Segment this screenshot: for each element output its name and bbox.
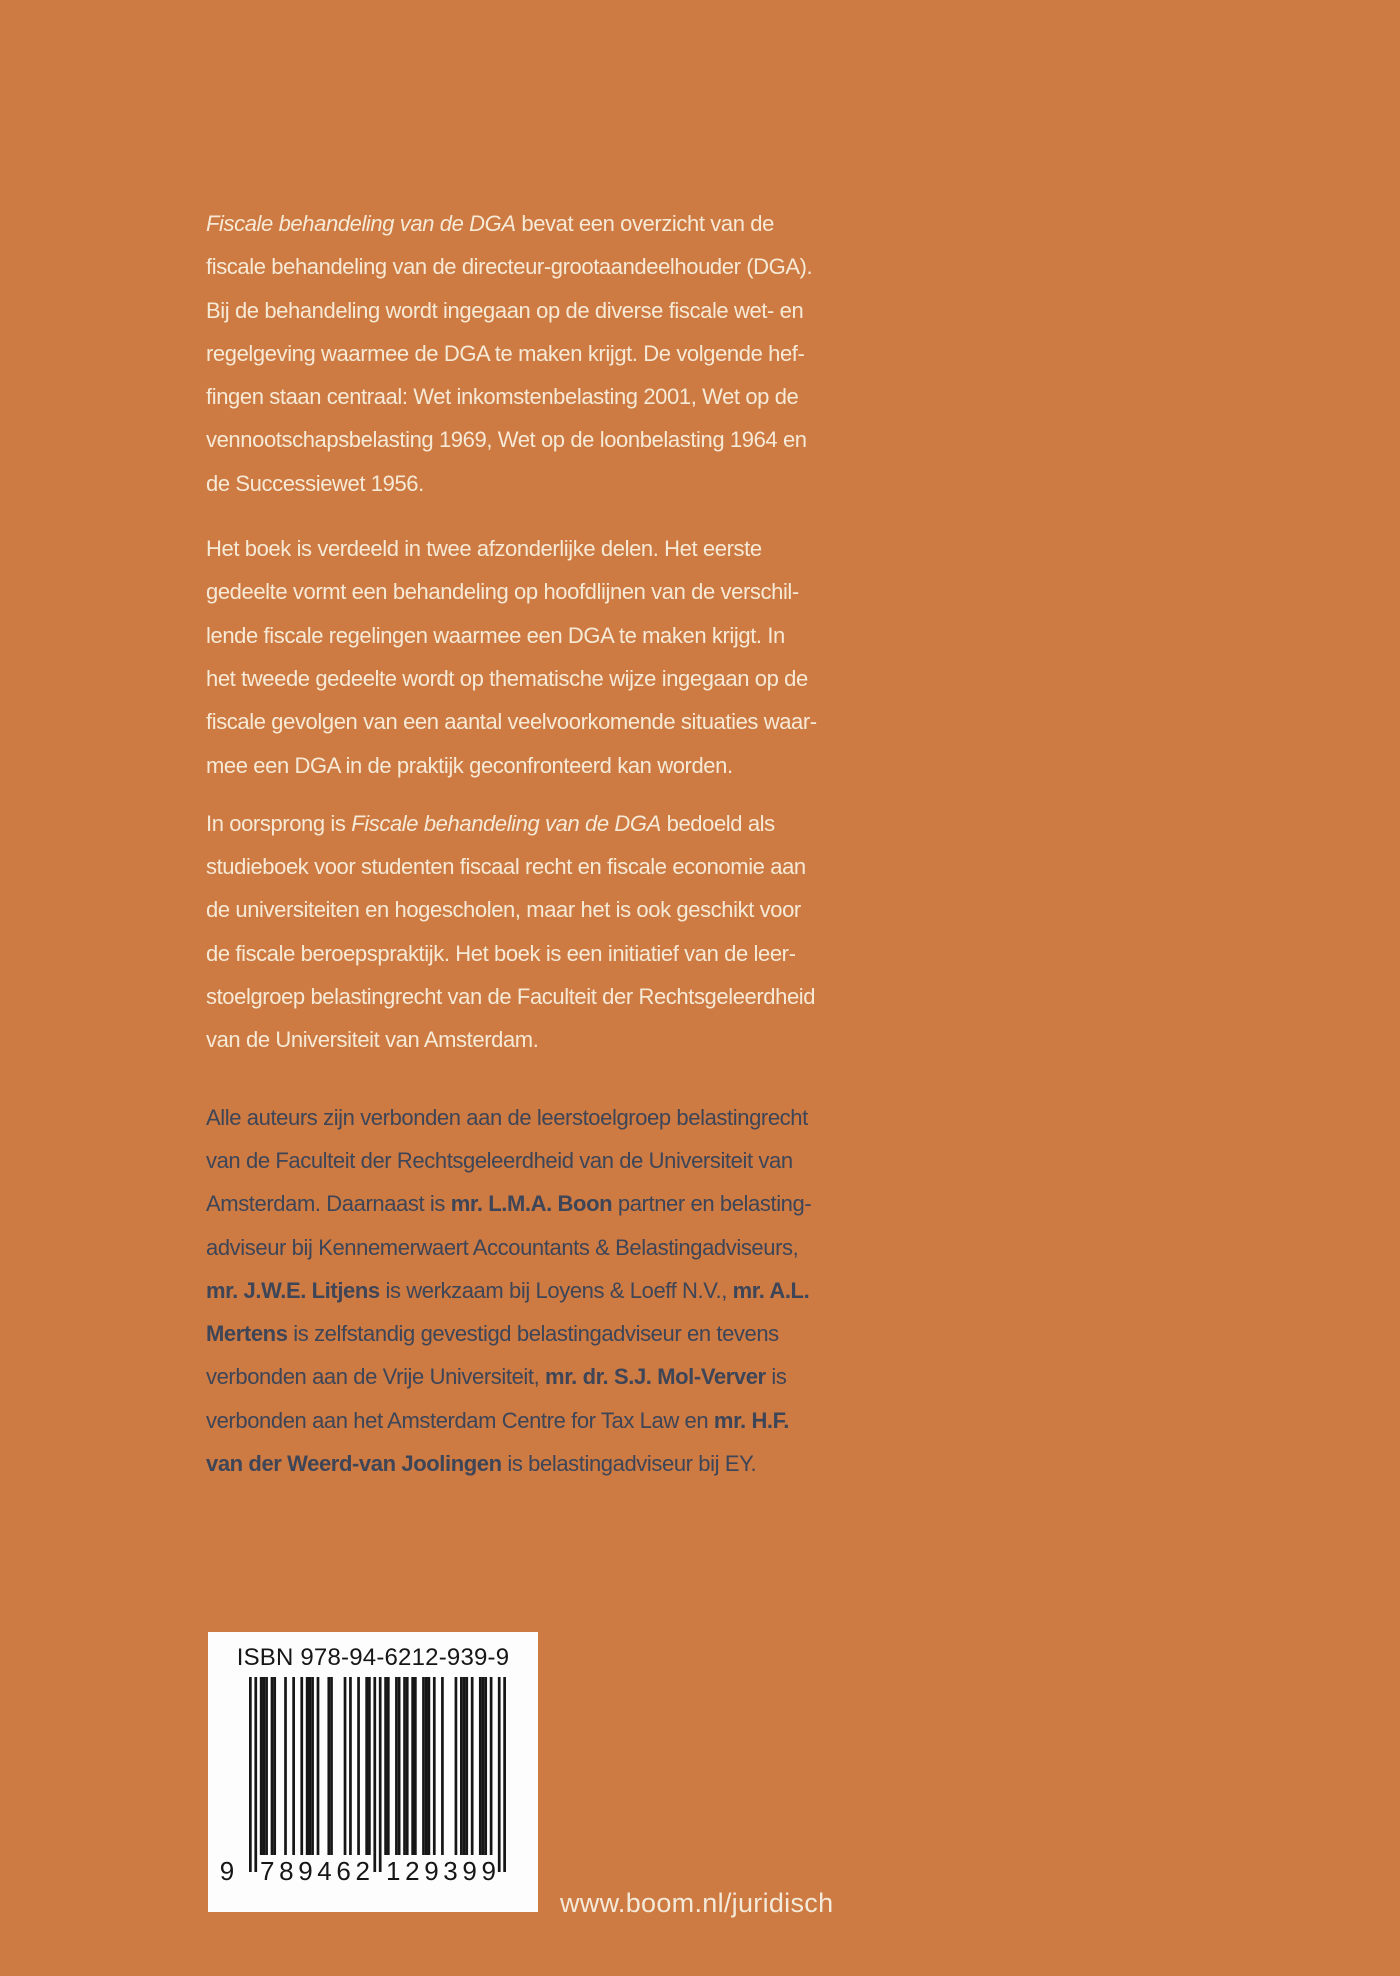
text-line: Bij de behandeling wordt ingegaan op de diverse fiscale wet- en bbox=[206, 297, 804, 323]
text-line: van de Faculteit der Rechtsgeleerdheid van de Universiteit van bbox=[206, 1147, 793, 1173]
blurb-paragraph bbox=[206, 527, 966, 787]
text-line: stoelgroep belastingrecht van de Faculteit der Rechtsgeleerdheid bbox=[206, 984, 816, 1010]
text-line: Fiscale behandeling van de DGA bevat een overzicht van de bbox=[206, 211, 774, 236]
text-line: fiscale gevolgen van een aantal veelvoorkomende situaties waar- bbox=[206, 709, 817, 735]
text-line: Het boek is verdeeld in twee afzonderlijke delen. Het eerste bbox=[206, 536, 762, 562]
text-line: Mertens is zelfstandig gevestigd belastingadviseur en tevens bbox=[206, 1321, 779, 1347]
text-line: gedeelte vormt een behandeling op hoofdlijnen van de verschil- bbox=[206, 579, 799, 605]
blurb-paragraph bbox=[206, 202, 966, 505]
text-line: van de Universiteit van Amsterdam. bbox=[206, 1027, 539, 1053]
text-line: regelgeving waarmee de DGA te maken krijgt. De volgende hef- bbox=[206, 340, 805, 366]
text-line: verbonden aan het Amsterdam Centre for Tax Law en mr. H.F. bbox=[206, 1407, 789, 1433]
text-line: In oorsprong is Fiscale behandeling van de DGA bedoeld als bbox=[206, 810, 775, 836]
text-line: verbonden aan de Vrije Universiteit, mr. dr. S.J. Mol-Verver is bbox=[206, 1364, 787, 1390]
isbn-label: ISBN 978-94-6212-939-9 bbox=[236, 1644, 510, 1671]
text-line: fiscale behandeling van de directeur-grootaandeelhouder (DGA). bbox=[206, 254, 813, 280]
text-line: studieboek voor studenten fiscaal recht en fiscale economie aan bbox=[206, 854, 806, 880]
text-line: Amsterdam. Daarnaast is mr. L.M.A. Boon partner en belasting- bbox=[206, 1191, 812, 1217]
text-line: mee een DGA in de praktijk geconfronteerd kan worden. bbox=[206, 752, 733, 778]
text-line: adviseur bij Kennemerwaert Accountants & Belastingadviseurs, bbox=[206, 1234, 799, 1260]
ean13-barcode bbox=[249, 1677, 507, 1872]
barcode-digits-right-group: 1 2 9 3 9 9 bbox=[386, 1856, 496, 1886]
text-line: de fiscale beroepspraktijk. Het boek is een initiatief van de leer- bbox=[206, 940, 796, 966]
publisher-url: www.boom.nl/juridisch bbox=[560, 1888, 834, 1918]
text-line: de universiteiten en hogescholen, maar het is ook geschikt voor bbox=[206, 897, 801, 923]
blurb-text-block bbox=[206, 202, 966, 1485]
text-line: vennootschapsbelasting 1969, Wet op de loonbelasting 1964 en bbox=[206, 427, 807, 453]
text-line: de Successiewet 1956. bbox=[206, 470, 424, 496]
text-line: lende fiscale regelingen waarmee een DGA te maken krijgt. In bbox=[206, 622, 785, 648]
text-line: het tweede gedeelte wordt op thematische wijze ingegaan op de bbox=[206, 665, 808, 691]
barcode-digit-check: 9 bbox=[219, 1856, 235, 1886]
blurb-paragraph bbox=[206, 802, 966, 1062]
text-line: mr. J.W.E. Litjens is werkzaam bij Loyens & Loeff N.V., mr. A.L. bbox=[206, 1277, 810, 1303]
text-line: van der Weerd-van Joolingen is belastingadviseur bij EY. bbox=[206, 1451, 757, 1477]
text-line: Alle auteurs zijn verbonden aan de leerstoelgroep belastingrecht bbox=[206, 1104, 808, 1130]
authors-paragraph bbox=[206, 1096, 966, 1486]
barcode-digits-left-group: 7 8 9 4 6 2 bbox=[260, 1856, 370, 1886]
isbn-barcode-box bbox=[208, 1632, 538, 1912]
text-line: fingen staan centraal: Wet inkomstenbelasting 2001, Wet op de bbox=[206, 384, 799, 410]
